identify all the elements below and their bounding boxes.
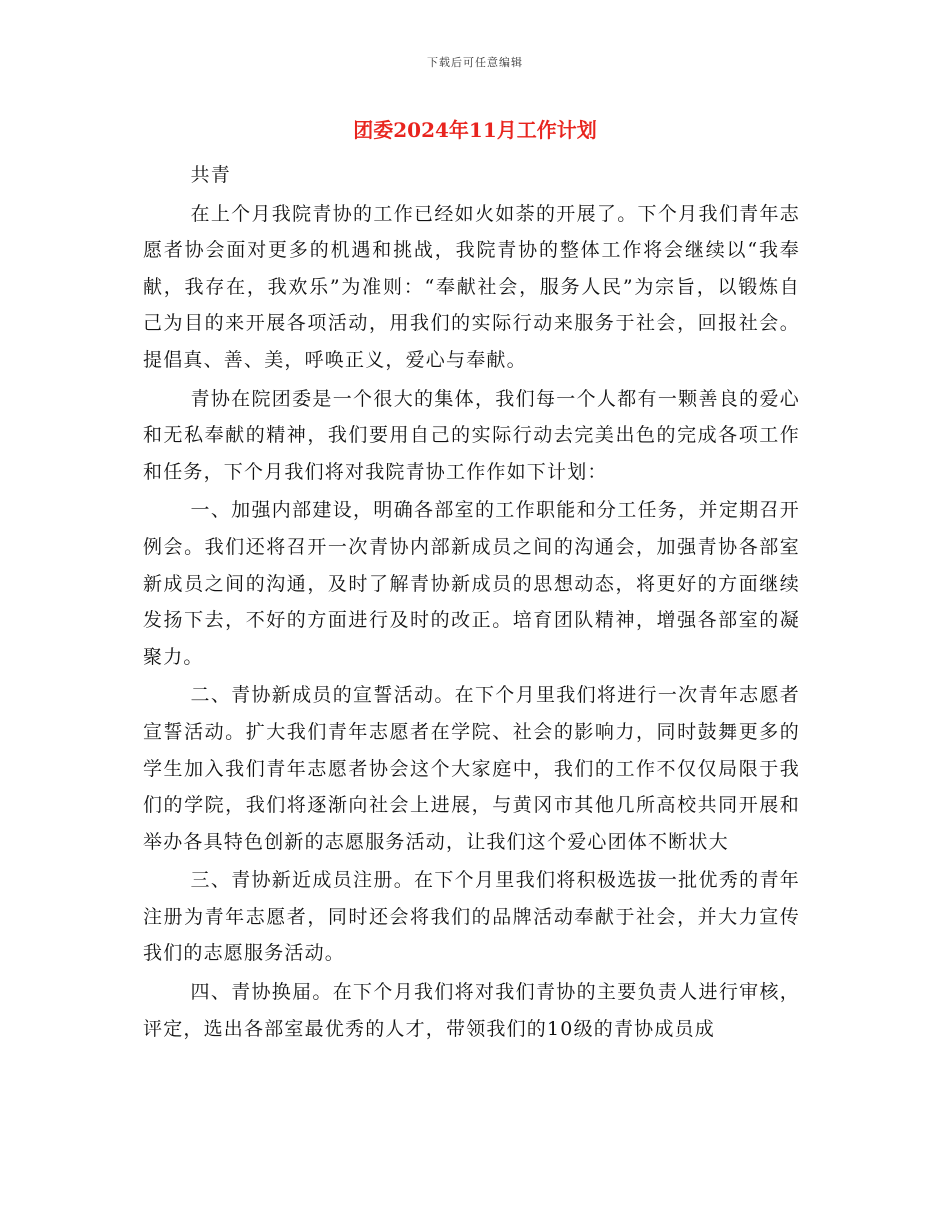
paragraph-intro: 在上个月我院青协的工作已经如火如荼的开展了。下个月我们青年志愿者协会面对更多的机遇和挑战，我院青协的整体工作将会继续以“我奉献，我存在，我欢乐”为准则：“奉献社会，服务人民”为宗旨，以锻炼自己为目的来开展各项活动，用我们的实际行动来服务于社会，回报社会。提倡真、善、美，呼唤正义，爱心与奉献。 (143, 202, 800, 371)
paragraph-overview: 青协在院团委是一个很大的集体，我们每一个人都有一颗善良的爱心和无私奉献的精神，我们要用自己的实际行动去完美出色的完成各项工作和任务，下个月我们将对我院青协工作作如下计划： (143, 387, 800, 483)
paragraph-item-1: 一、加强内部建设，明确各部室的工作职能和分工任务，并定期召开例会。我们还将召开一次青协内部新成员之间的沟通会，加强青协各部室新成员之间的沟通，及时了解青协新成员的思想动态，将更好的方面继续发扬下去，不好的方面进行及时的改正。培育团队精神，增强各部室的凝聚力。 (143, 499, 800, 668)
paragraph-item-4: 四、青协换届。在下个月我们将对我们青协的主要负责人进行审核，评定，选出各部室最优秀的人才，带领我们的10级的青协成员成 (143, 981, 800, 1040)
header-note: 下载后可任意编辑 (427, 56, 523, 69)
paragraph-item-2: 二、青协新成员的宣誓活动。在下个月里我们将进行一次青年志愿者宣誓活动。扩大我们青年志愿者在学院、社会的影响力，同时鼓舞更多的学生加入我们青年志愿者协会这个大家庭中，我们的工作不仅仅局限于我们的学院，我们将逐渐向社会上进展，与黄冈市其他几所高校共同开展和举办各具特色创新的志愿服务活动，让我们这个爱心团体不断状大 (143, 684, 800, 853)
paragraph-item-3: 三、青协新近成员注册。在下个月里我们将积极选拔一批优秀的青年注册为青年志愿者，同时还会将我们的品牌活动奉献于社会，并大力宣传我们的志愿服务活动。 (143, 869, 800, 965)
document-title: 团委2024年11月工作计划 (353, 118, 597, 142)
paragraph-salutation: 共青 (190, 164, 231, 186)
document-body (143, 157, 800, 1047)
